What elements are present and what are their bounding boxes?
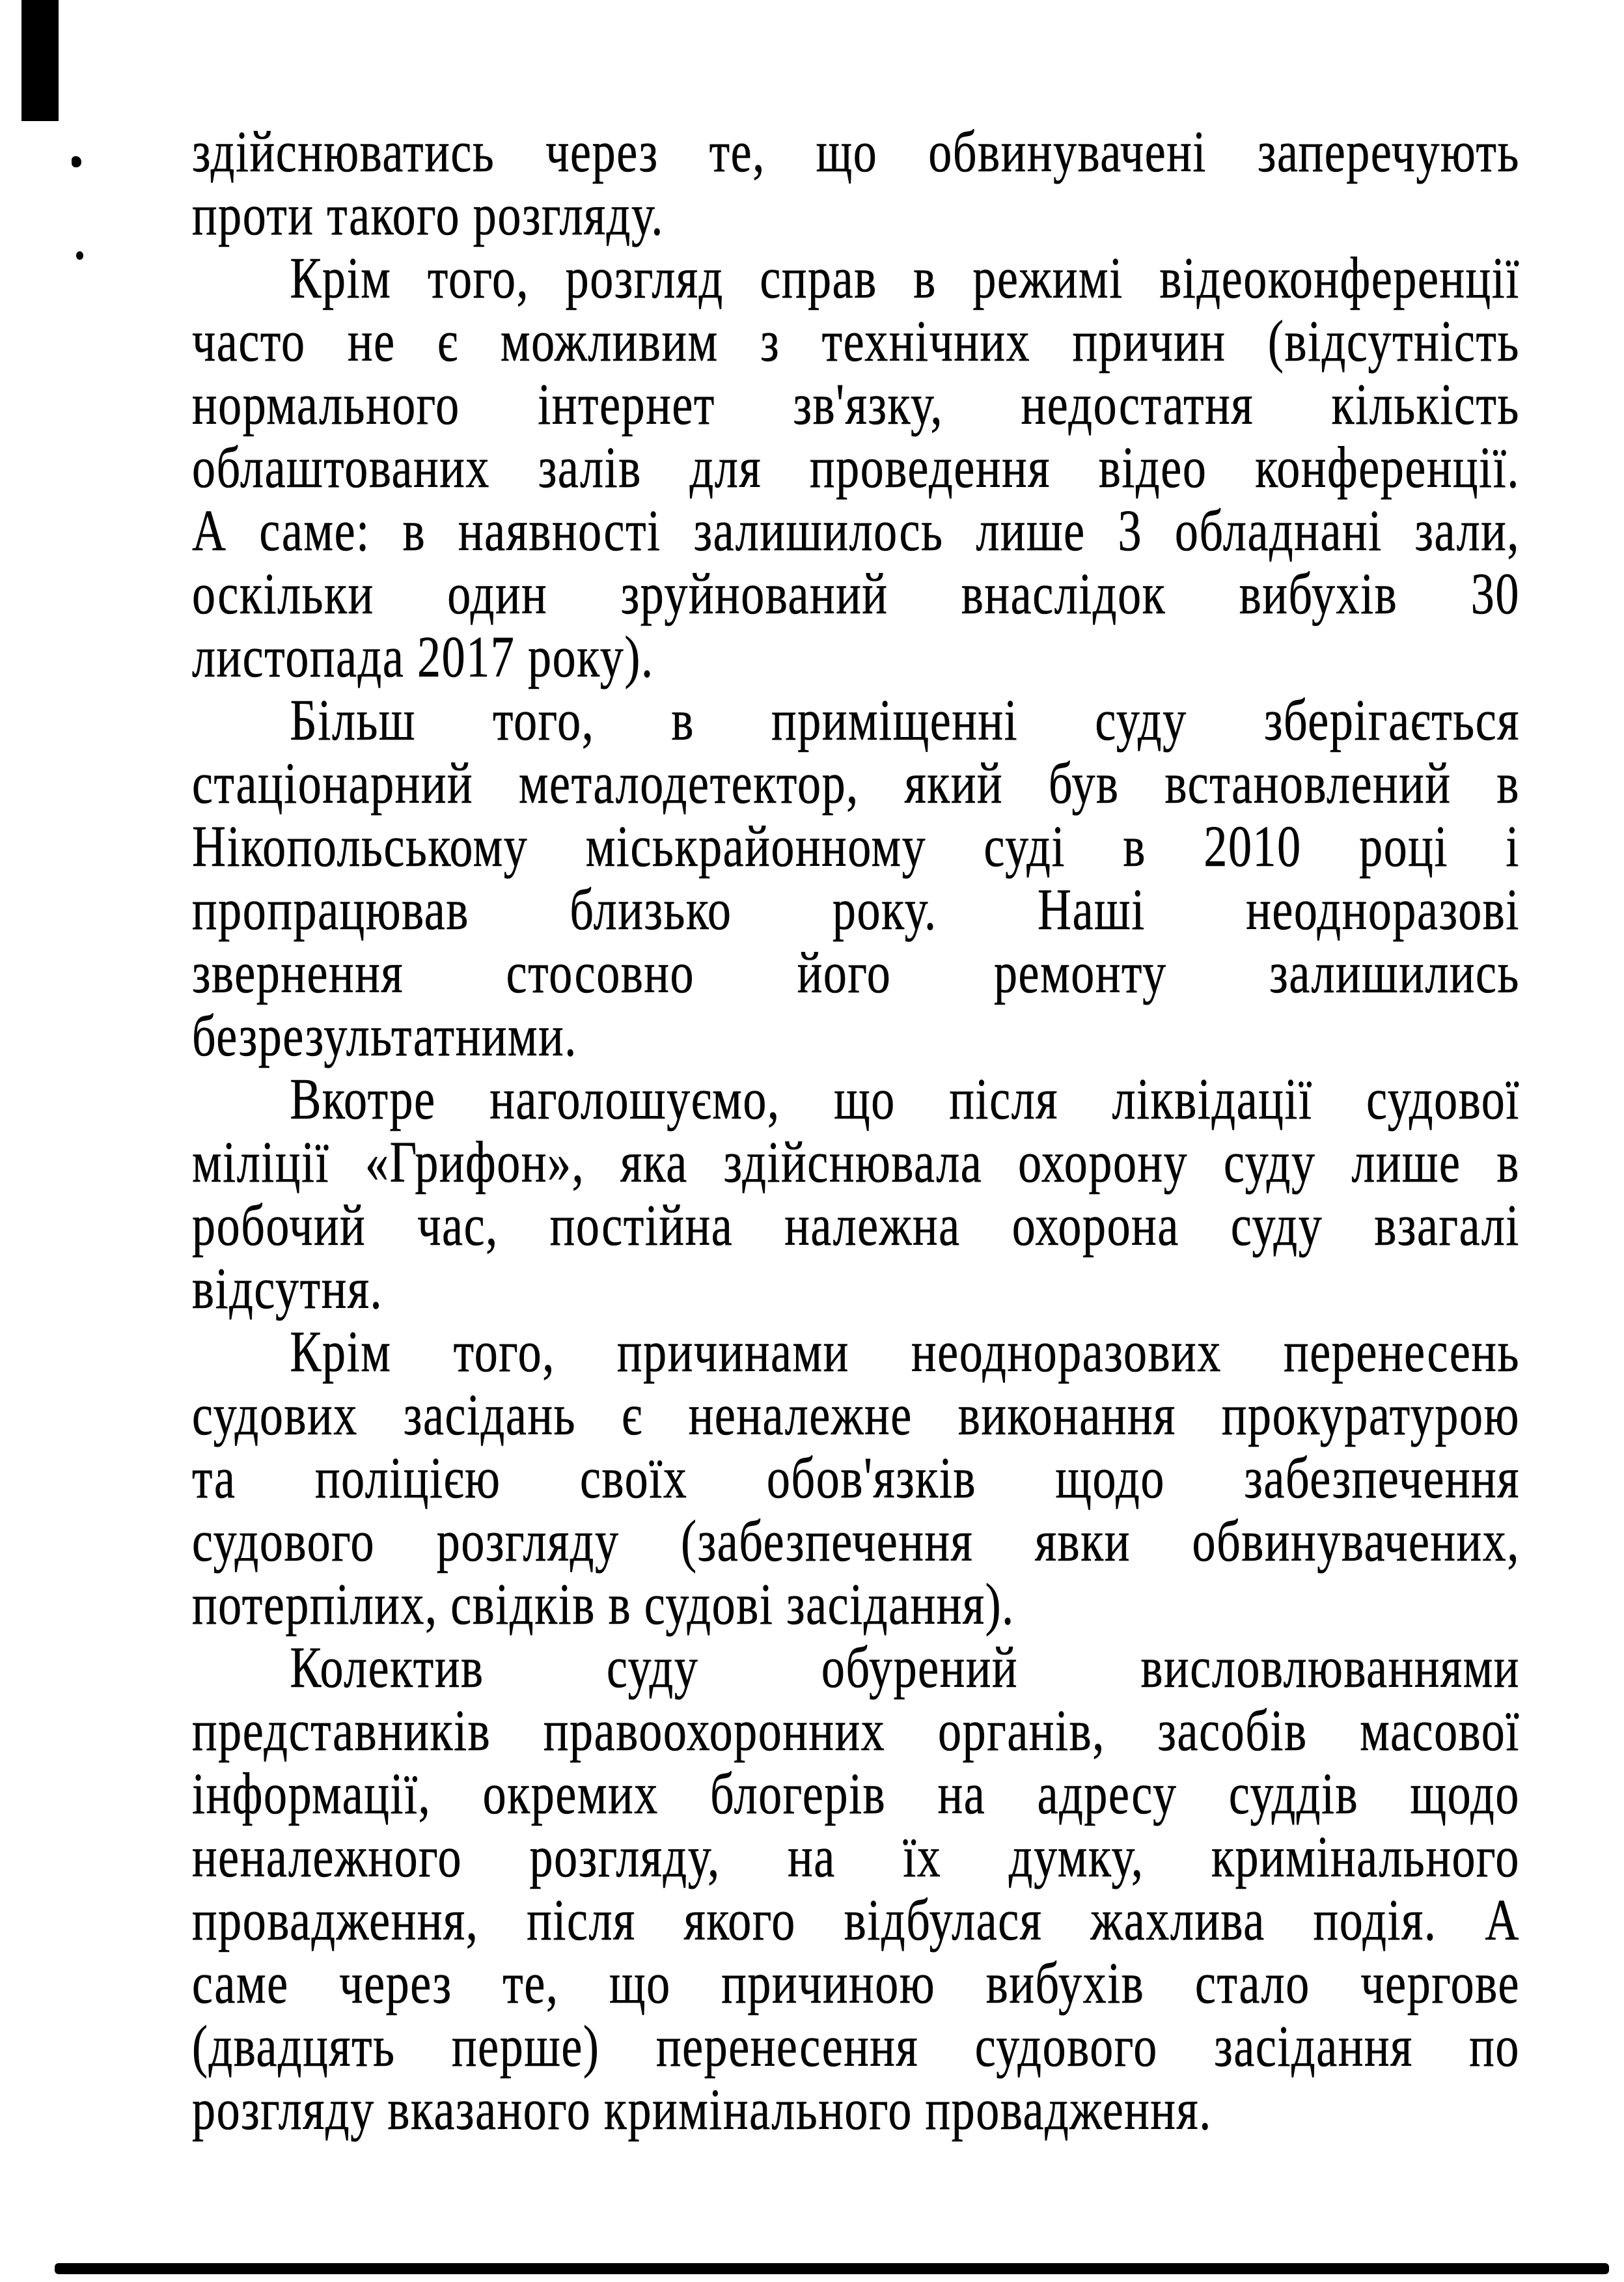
text-line: робочий час, постійна належна охорона суду взагалі bbox=[192, 1193, 1520, 1258]
text-line: пропрацював близько року. Наші неодноразові bbox=[192, 878, 1520, 942]
paragraph bbox=[192, 1068, 1520, 1320]
text-line: потерпілих, свідків в судові засідання). bbox=[192, 1572, 1015, 1637]
text-line: міліції «Грифон», яка здійснювала охорону суду лише в bbox=[192, 1130, 1520, 1195]
text-line: судового розгляду (забезпечення явки обвинувачених, bbox=[192, 1509, 1520, 1574]
text-line: Більш того, в приміщенні суду зберігається bbox=[290, 688, 1520, 753]
scan-edge-bar-bottom bbox=[55, 2263, 1609, 2274]
text-line: саме через те, що причиною вибухів стало чергове bbox=[192, 1951, 1520, 2016]
text-line: оскільки один зруйнований внаслідок вибухів 30 bbox=[192, 562, 1520, 626]
text-line: та поліцією своїх обов'язків щодо забезпечення bbox=[192, 1446, 1520, 1510]
text-line: інформації, окремих блогерів на адресу суддів щодо bbox=[192, 1762, 1520, 1826]
document-text-block bbox=[192, 120, 1520, 2141]
text-line: провадження, після якого відбулася жахлива подія. А bbox=[192, 1888, 1520, 1953]
paragraph bbox=[192, 1636, 1520, 2141]
text-line: Крім того, розгляд справ в режимі відеоконференції bbox=[290, 246, 1520, 311]
text-line: судових засідань є неналежне виконання прокуратурою bbox=[192, 1383, 1520, 1447]
text-line: Крім того, причинами неодноразових перенесень bbox=[290, 1320, 1520, 1384]
text-line: листопада 2017 року). bbox=[192, 625, 654, 689]
text-line: облаштованих залів для проведення відео конференції. bbox=[192, 436, 1520, 500]
text-line: часто не є можливим з технічних причин (відсутність bbox=[192, 309, 1520, 374]
text-line: неналежного розгляду, на їх думку, кримінального bbox=[192, 1825, 1520, 1889]
text-line: Колектив суду обурений висловлюваннями bbox=[290, 1635, 1520, 1700]
text-line: здійснюватись через те, що обвинувачені заперечують bbox=[192, 120, 1520, 184]
paragraph bbox=[192, 689, 1520, 1068]
paragraph bbox=[192, 120, 1520, 247]
text-line: Вкотре наголошуємо, що після ліквідації судової bbox=[290, 1067, 1520, 1132]
paragraph bbox=[192, 1320, 1520, 1636]
text-line: Нікопольському міськрайонному суді в 2010 році і bbox=[192, 814, 1520, 879]
text-line: (двадцять перше) перенесення судового засідання по bbox=[192, 2014, 1520, 2079]
text-line: розгляду вказаного кримінального провадження. bbox=[192, 2078, 1212, 2142]
margin-ink-speck bbox=[76, 251, 83, 260]
paragraph bbox=[192, 247, 1520, 689]
text-line: проти такого розгляду. bbox=[192, 183, 664, 247]
text-line: представників правоохоронних органів, засобів масової bbox=[192, 1699, 1520, 1763]
text-line: звернення стосовно його ремонту залишились bbox=[192, 941, 1520, 1005]
text-line: безрезультатними. bbox=[192, 1004, 577, 1068]
text-line: А саме: в наявності залишилось лише 3 обладнані зали, bbox=[192, 499, 1520, 563]
text-line: відсутня. bbox=[192, 1257, 383, 1321]
text-line: стаціонарний металодетектор, який був встановлений в bbox=[192, 751, 1520, 816]
margin-ink-speck bbox=[72, 156, 81, 167]
text-line: нормального інтернет зв'язку, недостатня кількість bbox=[192, 372, 1520, 437]
scan-edge-mark-top-left bbox=[21, 0, 59, 121]
